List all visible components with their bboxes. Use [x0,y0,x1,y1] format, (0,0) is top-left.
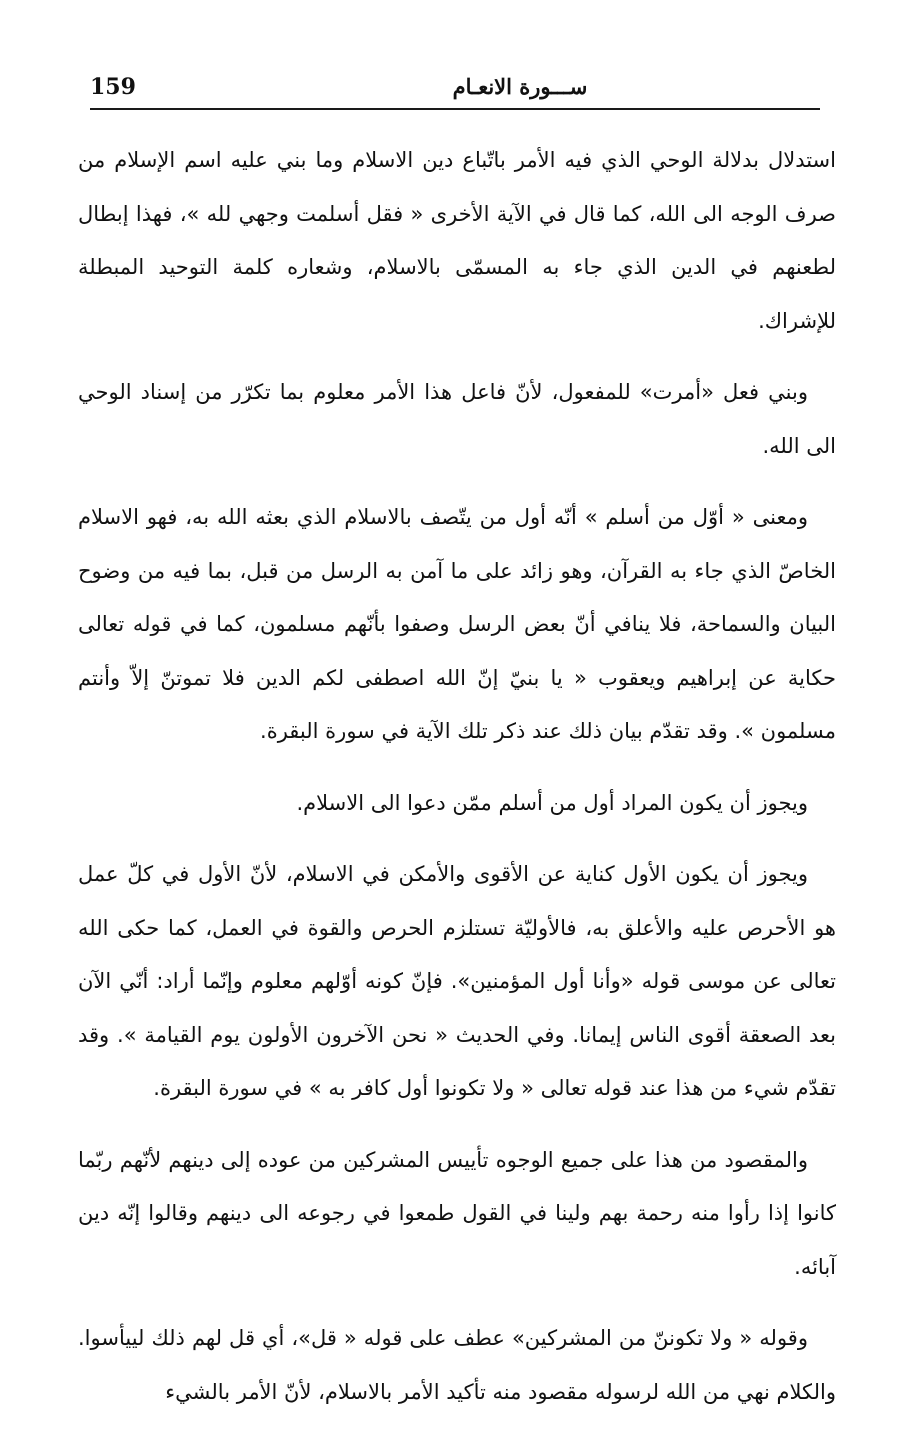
page-number: 159 [90,74,136,100]
paragraph: استدلال بدلالة الوحي الذي فيه الأمر باتّباع دين الاسلام وما بني عليه اسم الإسلام من صرف الوجه الى الله، كما قال في الآية الأخرى « فقل أسلمت وجهي لله »، فهذا إبطال لطعنهم في الدين الذي جاء به المسمّى بالاسلام، وشعاره كلمة التوحيد المبطلة للإشراك. [78,148,836,333]
page-header [90,68,820,110]
paragraph: وبني فعل «أمرت» للمفعول، لأنّ فاعل هذا الأمر معلوم بما تكرّر من إسناد الوحي الى الله. [78,380,836,458]
paragraph: ويجوز أن يكون المراد أول من أسلم ممّن دعوا الى الاسلام. [296,790,808,815]
paragraph: ويجوز أن يكون الأول كناية عن الأقوى والأمكن في الاسلام، لأنّ الأول في كلّ عمل هو الأحرص عليه والأعلق به، فالأوليّة تستلزم الحرص والقوة في العمل، كما حكى الله تعالى عن موسى قوله «وأنا أول المؤمنين». فإنّ كونه أوّلهم معلوم وإنّما أراد: أنّي الآن بعد الصعقة أقوى الناس إيمانا. وفي الحديث « نحن الآخرون الأولون يوم القيامة ». وقد تقدّم شيء من هذا عند قوله تعالى « ولا تكونوا أول كافر به » في سورة البقرة. [78,862,836,1100]
running-head: ســـورة الانعـام [452,74,588,99]
paragraph: والمقصود من هذا على جميع الوجوه تأييس المشركين من عوده إلى دينهم لأنّهم ربّما كانوا إذا رأوا منه رحمة بهم ولينا في القول طمعوا في رجوعه الى دينهم وقالوا إنّه دين آبائه. [78,1147,836,1279]
paragraph: ومعنى « أوّل من أسلم » أنّه أول من يتّصف بالاسلام الذي بعثه الله به، فهو الاسلام الخاصّ الذي جاء به القرآن، وهو زائد على ما آمن به الرسل من قبل، بما فيه من وضوح البيان والسماحة، فلا ينافي أنّ بعض الرسل وصفوا بأنّهم مسلمون، كما في قوله تعالى حكاية عن إبراهيم ويعقوب « يا بنيّ إنّ الله اصطفى لكم الدين فلا تموتنّ إلاّ وأنتم مسلمون ». وقد تقدّم بيان ذلك عند ذكر تلك الآية في سورة البقرة. [78,505,836,743]
paragraph: وقوله « ولا تكوننّ من المشركين» عطف على قوله « قل»، أي قل لهم ذلك لييأسوا. والكلام نهي من الله لرسوله مقصود منه تأكيد الأمر بالاسلام، لأنّ الأمر بالشيء [78,1326,836,1404]
body-text [78,134,836,1437]
